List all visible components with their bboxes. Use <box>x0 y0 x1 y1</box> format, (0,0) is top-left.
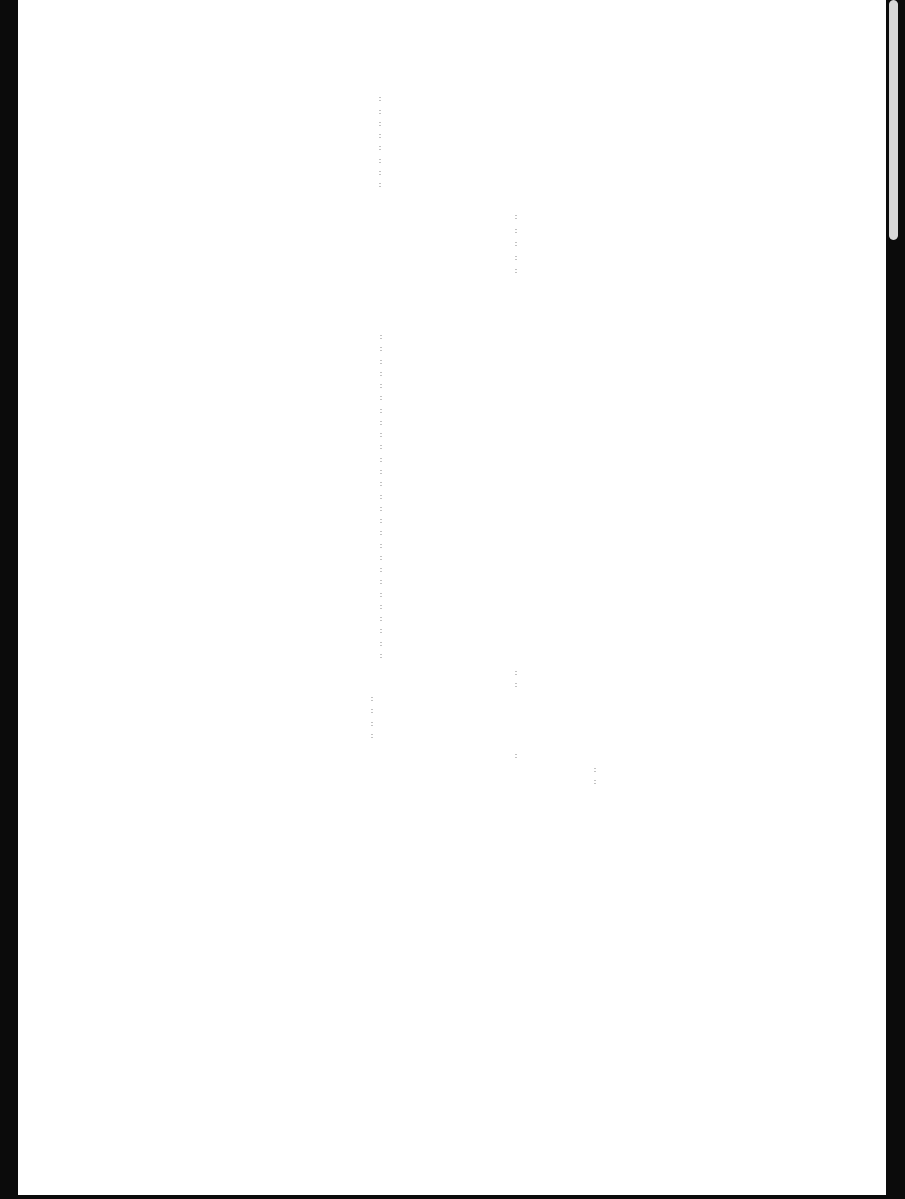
holding-type-colon: : <box>380 393 382 403</box>
holding-type-colon: : <box>380 528 382 538</box>
performance-colon: : <box>515 212 517 221</box>
holding-type-colon: : <box>380 552 382 562</box>
holding-type-colon: : <box>380 479 382 489</box>
fund-info-colon: : <box>379 94 381 103</box>
holding-type-colon: : <box>380 430 382 440</box>
holding-type-colon: : <box>380 466 382 476</box>
turnover-colon: : <box>515 680 517 689</box>
holding-type-colon: : <box>380 368 382 378</box>
performance-colon: : <box>515 239 517 248</box>
fund-info-colon: : <box>379 131 381 140</box>
turnover-item-colon: : <box>371 706 373 716</box>
holding-type-colon: : <box>380 614 382 624</box>
turnover-item-colon: : <box>371 694 373 703</box>
fund-info-colon: : <box>379 168 381 177</box>
fund-info-colon: : <box>379 107 381 116</box>
fund-info-colon: : <box>379 180 381 189</box>
holding-type-colon: : <box>380 417 382 427</box>
holding-type-colon: : <box>380 589 382 599</box>
cash-inflow-colon: : <box>594 765 596 774</box>
performance-colon: : <box>515 253 517 262</box>
circulation-ratio-colon: : <box>515 668 517 677</box>
performance-colon: : <box>515 266 517 275</box>
holding-type-colon: : <box>380 601 382 611</box>
holding-type-colon: : <box>380 344 382 354</box>
holding-type-colon: : <box>380 381 382 391</box>
performance-colon: : <box>515 226 517 235</box>
fund-info-colon: : <box>379 119 381 128</box>
report-page <box>18 0 886 1195</box>
holding-type-colon: : <box>380 516 382 526</box>
holding-type-colon: : <box>380 651 382 661</box>
holding-type-colon: : <box>380 454 382 464</box>
holding-type-colon: : <box>380 442 382 452</box>
scrollbar-thumb[interactable] <box>889 0 898 240</box>
holding-type-colon: : <box>380 491 382 501</box>
turnover-item-colon: : <box>371 718 373 728</box>
holding-type-colon: : <box>380 565 382 575</box>
holding-type-colon: : <box>380 638 382 648</box>
avg-maturity-colon: : <box>515 751 517 760</box>
holding-type-colon: : <box>380 577 382 587</box>
holding-type-colon: : <box>380 503 382 513</box>
holding-type-colon: : <box>380 626 382 636</box>
holding-type-colon: : <box>380 405 382 415</box>
fund-info-colon: : <box>379 156 381 165</box>
holding-type-colon: : <box>380 332 382 341</box>
fund-info-colon: : <box>379 143 381 152</box>
holding-type-colon: : <box>380 540 382 550</box>
turnover-item-colon: : <box>371 730 373 740</box>
holding-type-colon: : <box>380 356 382 366</box>
cash-outflow-colon: : <box>594 777 596 786</box>
